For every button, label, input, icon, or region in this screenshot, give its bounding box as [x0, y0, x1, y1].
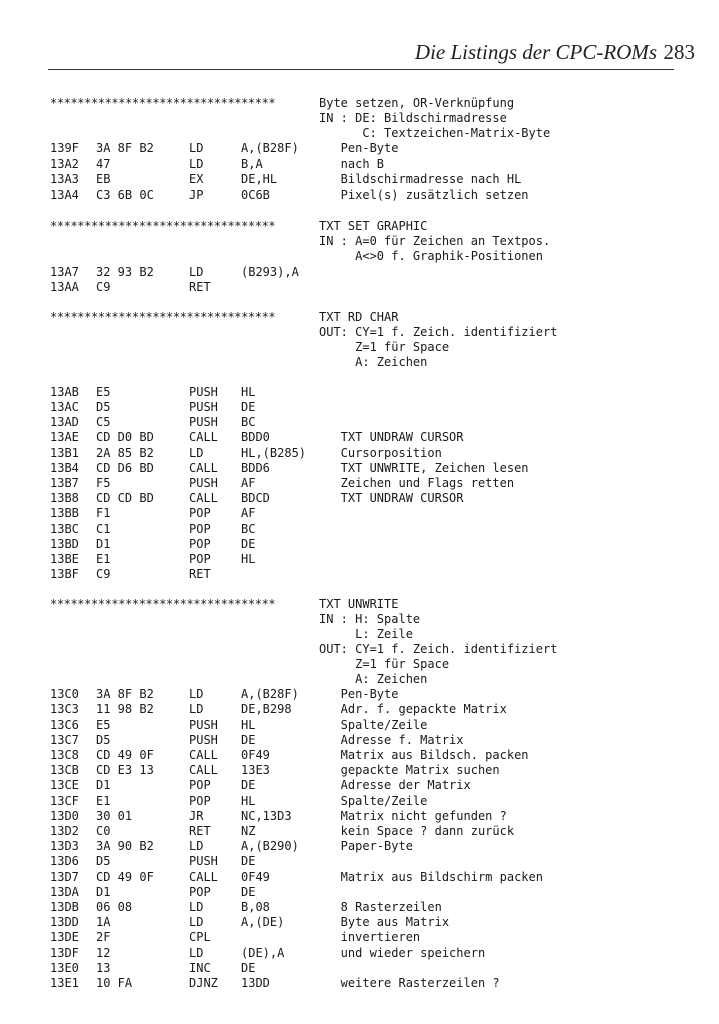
listing-operands: BDD6	[241, 461, 270, 475]
listing-mnemonic: LD	[189, 687, 204, 701]
listing-comment: IN : DE: Bildschirmadresse	[319, 111, 507, 125]
listing-address: 13AD	[50, 415, 79, 429]
listing-comment: Z=1 für Space	[319, 340, 450, 354]
listing-comment: OUT: CY=1 f. Zeich. identifiziert	[319, 325, 558, 339]
listing-opcode-bytes: 32 93 B2	[96, 265, 154, 279]
section-separator: *********************************	[50, 310, 276, 324]
listing-address: 13AB	[50, 385, 79, 399]
listing-address: 13D2	[50, 824, 79, 838]
listing-operands: (B293),A	[241, 265, 299, 279]
listing-operands: DE,HL	[241, 172, 278, 186]
listing-operands: A,(B290)	[241, 839, 299, 853]
listing-mnemonic: CALL	[189, 430, 218, 444]
listing-opcode-bytes: D1	[96, 885, 111, 899]
listing-operands: DE,B298	[241, 702, 292, 716]
listing-mnemonic: PUSH	[189, 718, 218, 732]
listing-opcode-bytes: 47	[96, 157, 111, 171]
listing-operands: NZ	[241, 824, 256, 838]
listing-mnemonic: RET	[189, 280, 211, 294]
listing-comment: TXT SET GRAPHIC	[319, 219, 428, 233]
listing-address: 13DA	[50, 885, 79, 899]
listing-comment: Zeichen und Flags retten	[319, 476, 515, 490]
listing-comment: und wieder speichern	[319, 946, 486, 960]
listing-mnemonic: PUSH	[189, 415, 218, 429]
listing-operands: A,(B28F)	[241, 687, 299, 701]
listing-address: 13D6	[50, 854, 79, 868]
listing-mnemonic: POP	[189, 537, 211, 551]
listing-mnemonic: LD	[189, 900, 204, 914]
listing-operands: BC	[241, 415, 256, 429]
listing-comment: Bildschirmadresse nach HL	[319, 172, 522, 186]
listing-mnemonic: POP	[189, 885, 211, 899]
listing-address: 13B4	[50, 461, 79, 475]
listing-address: 13CE	[50, 778, 79, 792]
listing-opcode-bytes: E1	[96, 794, 111, 808]
page-running-title: Die Listings der CPC-ROMs	[414, 40, 657, 64]
page-number: 283	[663, 40, 695, 64]
listing-address: 13E1	[50, 976, 79, 990]
listing-mnemonic: RET	[189, 824, 211, 838]
listing-operands: NC,13D3	[241, 809, 292, 823]
listing-operands: A,(B28F)	[241, 141, 299, 155]
listing-comment: Matrix aus Bildschirm packen	[319, 870, 543, 884]
listing-mnemonic: LD	[189, 946, 204, 960]
listing-mnemonic: LD	[189, 157, 204, 171]
listing-address: 13BB	[50, 506, 79, 520]
listing-comment: Pixel(s) zusätzlich setzen	[319, 188, 529, 202]
listing-address: 13D3	[50, 839, 79, 853]
listing-address: 139F	[50, 141, 79, 155]
listing-comment: Spalte/Zeile	[319, 794, 428, 808]
listing-operands: BDCD	[241, 491, 270, 505]
listing-opcode-bytes: 2F	[96, 930, 111, 944]
listing-comment: C: Textzeichen-Matrix-Byte	[319, 126, 551, 140]
listing-address: 13DF	[50, 946, 79, 960]
listing-opcode-bytes: CD E3 13	[96, 763, 154, 777]
listing-opcode-bytes: E5	[96, 385, 111, 399]
listing-opcode-bytes: 10 FA	[96, 976, 133, 990]
listing-address: 13A4	[50, 188, 79, 202]
listing-mnemonic: LD	[189, 446, 204, 460]
listing-operands: 0F49	[241, 870, 270, 884]
listing-operands: DE	[241, 885, 256, 899]
listing-opcode-bytes: C5	[96, 415, 111, 429]
listing-opcode-bytes: 3A 8F B2	[96, 687, 154, 701]
listing-address: 13A3	[50, 172, 79, 186]
listing-comment: invertieren	[319, 930, 421, 944]
listing-comment: Z=1 für Space	[319, 657, 450, 671]
listing-operands: AF	[241, 476, 256, 490]
listing-address: 13AA	[50, 280, 79, 294]
listing-comment: Byte aus Matrix	[319, 915, 450, 929]
listing-comment: Adresse der Matrix	[319, 778, 471, 792]
listing-mnemonic: EX	[189, 172, 204, 186]
listing-address: 13C3	[50, 702, 79, 716]
section-separator: *********************************	[50, 96, 276, 110]
listing-opcode-bytes: C1	[96, 522, 111, 536]
listing-operands: DE	[241, 961, 256, 975]
listing-mnemonic: LD	[189, 141, 204, 155]
listing-operands: A,(DE)	[241, 915, 285, 929]
listing-opcode-bytes: CD D0 BD	[96, 430, 154, 444]
listing-address: 13E0	[50, 961, 79, 975]
listing-opcode-bytes: 30 01	[96, 809, 133, 823]
listing-opcode-bytes: CD 49 0F	[96, 870, 154, 884]
listing-comment: Cursorposition	[319, 446, 442, 460]
listing-mnemonic: POP	[189, 522, 211, 536]
listing-address: 13DE	[50, 930, 79, 944]
listing-mnemonic: LD	[189, 702, 204, 716]
listing-address: 13B7	[50, 476, 79, 490]
listing-mnemonic: PUSH	[189, 400, 218, 414]
listing-address: 13DB	[50, 900, 79, 914]
listing-address: 13A2	[50, 157, 79, 171]
listing-comment: Spalte/Zeile	[319, 718, 428, 732]
listing-opcode-bytes: 11 98 B2	[96, 702, 154, 716]
listing-mnemonic: POP	[189, 506, 211, 520]
listing-mnemonic: CALL	[189, 491, 218, 505]
listing-mnemonic: CALL	[189, 870, 218, 884]
listing-opcode-bytes: EB	[96, 172, 111, 186]
listing-operands: 13DD	[241, 976, 270, 990]
listing-mnemonic: POP	[189, 794, 211, 808]
listing-address: 13C6	[50, 718, 79, 732]
listing-comment: kein Space ? dann zurück	[319, 824, 515, 838]
listing-address: 13D0	[50, 809, 79, 823]
listing-comment: TXT RD CHAR	[319, 310, 399, 324]
listing-mnemonic: JR	[189, 809, 204, 823]
listing-address: 13A7	[50, 265, 79, 279]
listing-address: 13CF	[50, 794, 79, 808]
listing-operands: AF	[241, 506, 256, 520]
listing-opcode-bytes: 3A 90 B2	[96, 839, 154, 853]
listing-opcode-bytes: C3 6B 0C	[96, 188, 154, 202]
listing-operands: HL,(B285)	[241, 446, 307, 460]
listing-address: 13B8	[50, 491, 79, 505]
listing-mnemonic: PUSH	[189, 854, 218, 868]
listing-operands: HL	[241, 718, 256, 732]
listing-mnemonic: RET	[189, 567, 211, 581]
listing-comment: 8 Rasterzeilen	[319, 900, 442, 914]
listing-comment: TXT UNDRAW CURSOR	[319, 430, 464, 444]
listing-opcode-bytes: D1	[96, 778, 111, 792]
listing-operands: DE	[241, 537, 256, 551]
listing-comment: Pen-Byte	[319, 141, 399, 155]
listing-comment: nach B	[319, 157, 385, 171]
listing-comment: IN : H: Spalte	[319, 612, 421, 626]
listing-operands: (DE),A	[241, 946, 285, 960]
listing-address: 13BE	[50, 552, 79, 566]
listing-address: 13B1	[50, 446, 79, 460]
listing-comment: A: Zeichen	[319, 672, 428, 686]
listing-operands: 0C6B	[241, 188, 270, 202]
listing-comment: A<>0 f. Graphik-Positionen	[319, 249, 543, 263]
listing-comment: Matrix nicht gefunden ?	[319, 809, 507, 823]
listing-opcode-bytes: D5	[96, 400, 111, 414]
listing-operands: HL	[241, 552, 256, 566]
listing-opcode-bytes: D5	[96, 733, 111, 747]
listing-comment: weitere Rasterzeilen ?	[319, 976, 500, 990]
listing-mnemonic: JP	[189, 188, 204, 202]
listing-opcode-bytes: 3A 8F B2	[96, 141, 154, 155]
listing-opcode-bytes: E1	[96, 552, 111, 566]
listing-mnemonic: INC	[189, 961, 211, 975]
listing-mnemonic: PUSH	[189, 476, 218, 490]
listing-address: 13C8	[50, 748, 79, 762]
listing-mnemonic: LD	[189, 839, 204, 853]
listing-mnemonic: DJNZ	[189, 976, 218, 990]
listing-opcode-bytes: CD CD BD	[96, 491, 154, 505]
listing-opcode-bytes: C0	[96, 824, 111, 838]
listing-opcode-bytes: D5	[96, 854, 111, 868]
listing-opcode-bytes: D1	[96, 537, 111, 551]
listing-address: 13C0	[50, 687, 79, 701]
listing-comment: IN : A=0 für Zeichen an Textpos.	[319, 234, 551, 248]
listing-opcode-bytes: 06 08	[96, 900, 133, 914]
listing-operands: 0F49	[241, 748, 270, 762]
listing-opcode-bytes: C9	[96, 567, 111, 581]
listing-address: 13D7	[50, 870, 79, 884]
listing-opcode-bytes: 1A	[96, 915, 111, 929]
listing-mnemonic: POP	[189, 778, 211, 792]
listing-opcode-bytes: CD 49 0F	[96, 748, 154, 762]
listing-opcode-bytes: C9	[96, 280, 111, 294]
listing-operands: HL	[241, 794, 256, 808]
listing-address: 13BD	[50, 537, 79, 551]
listing-address: 13DD	[50, 915, 79, 929]
listing-mnemonic: PUSH	[189, 733, 218, 747]
listing-mnemonic: POP	[189, 552, 211, 566]
section-separator: *********************************	[50, 597, 276, 611]
listing-comment: Paper-Byte	[319, 839, 413, 853]
listing-comment: TXT UNDRAW CURSOR	[319, 491, 464, 505]
listing-comment: A: Zeichen	[319, 355, 428, 369]
listing-address: 13AC	[50, 400, 79, 414]
listing-comment: L: Zeile	[319, 627, 413, 641]
listing-opcode-bytes: 12	[96, 946, 111, 960]
listing-mnemonic: CALL	[189, 461, 218, 475]
listing-operands: B,A	[241, 157, 263, 171]
section-separator: *********************************	[50, 219, 276, 233]
listing-opcode-bytes: F1	[96, 506, 111, 520]
listing-operands: B,08	[241, 900, 270, 914]
listing-opcode-bytes: CD D6 BD	[96, 461, 154, 475]
listing-operands: DE	[241, 733, 256, 747]
listing-comment: Adresse f. Matrix	[319, 733, 464, 747]
listing-operands: BC	[241, 522, 256, 536]
listing-comment: TXT UNWRITE, Zeichen lesen	[319, 461, 529, 475]
listing-comment: Matrix aus Bildsch. packen	[319, 748, 529, 762]
listing-opcode-bytes: 13	[96, 961, 111, 975]
listing-mnemonic: CALL	[189, 748, 218, 762]
listing-comment: Pen-Byte	[319, 687, 399, 701]
listing-operands: DE	[241, 854, 256, 868]
listing-comment: Byte setzen, OR-Verknüpfung	[319, 96, 515, 110]
listing-operands: DE	[241, 778, 256, 792]
listing-operands: BDD0	[241, 430, 270, 444]
listing-operands: DE	[241, 400, 256, 414]
listing-comment: TXT UNWRITE	[319, 597, 399, 611]
listing-mnemonic: PUSH	[189, 385, 218, 399]
listing-comment: Adr. f. gepackte Matrix	[319, 702, 507, 716]
listing-mnemonic: CALL	[189, 763, 218, 777]
listing-address: 13BF	[50, 567, 79, 581]
listing-address: 13CB	[50, 763, 79, 777]
listing-opcode-bytes: F5	[96, 476, 111, 490]
listing-opcode-bytes: 2A 85 B2	[96, 446, 154, 460]
listing-mnemonic: CPL	[189, 930, 211, 944]
listing-address: 13BC	[50, 522, 79, 536]
listing-address: 13C7	[50, 733, 79, 747]
listing-address: 13AE	[50, 430, 79, 444]
listing-opcode-bytes: E5	[96, 718, 111, 732]
listing-comment: gepackte Matrix suchen	[319, 763, 500, 777]
listing-comment: OUT: CY=1 f. Zeich. identifiziert	[319, 642, 558, 656]
listing-operands: 13E3	[241, 763, 270, 777]
listing-mnemonic: LD	[189, 265, 204, 279]
listing-mnemonic: LD	[189, 915, 204, 929]
listing-operands: HL	[241, 385, 256, 399]
